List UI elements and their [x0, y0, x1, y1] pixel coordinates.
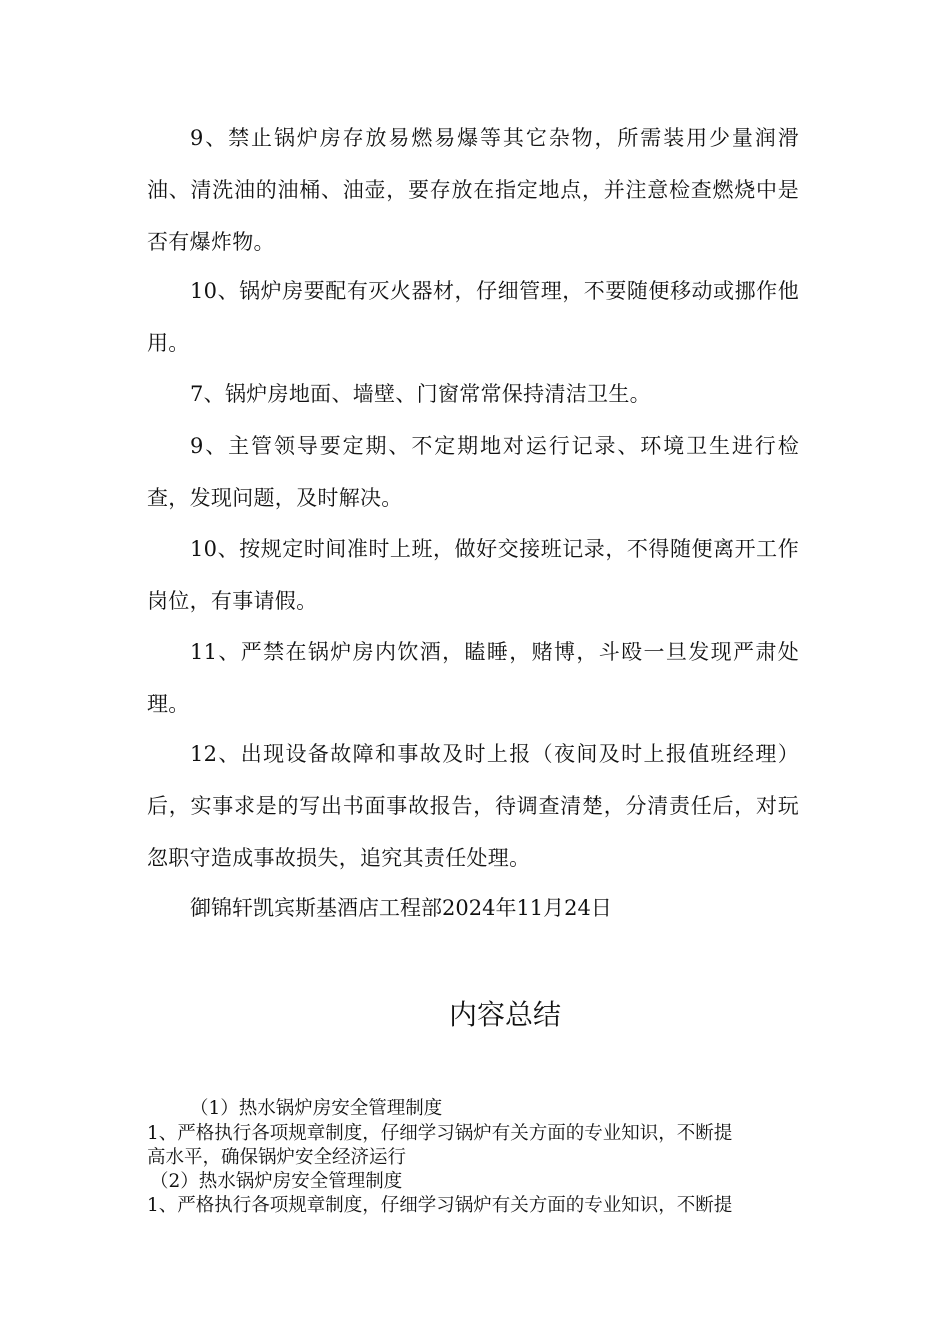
paragraph-11-prohibitions: 11、严禁在锅炉房内饮酒，瞌睡，赌博，斗殴一旦发现严肃处理。: [147, 640, 799, 716]
summary-line-4: （2）热水锅炉房安全管理制度: [150, 1171, 403, 1192]
paragraph-10-shifts: 10、按规定时间准时上班，做好交接班记录，不得随便离开工作岗位，有事请假。: [147, 537, 799, 613]
signature-line: 御锦轩凯宾斯基酒店工程部2024年11月24日: [190, 896, 612, 920]
paragraph-7-cleanliness: 7、锅炉房地面、墙壁、门窗常常保持清洁卫生。: [190, 382, 651, 406]
summary-line-2: 1、严格执行各项规章制度，仔细学习锅炉有关方面的专业知识，不断提: [147, 1123, 733, 1144]
paragraph-12-incident-report: 12、出现设备故障和事故及时上报（夜间及时上报值班经理）后，实事求是的写出书面事故报告，待调查清楚，分清责任后，对玩忽职守造成事故损失，追究其责任处理。: [147, 742, 799, 870]
paragraph-10-fire-equipment: 10、锅炉房要配有灭火器材，仔细管理，不要随便移动或挪作他用。: [147, 279, 799, 355]
summary-line-3: 高水平，确保锅炉安全经济运行: [147, 1147, 407, 1168]
summary-title: 内容总结: [448, 998, 561, 1031]
summary-line-1: （1）热水锅炉房安全管理制度: [190, 1098, 443, 1119]
paragraph-9-flammables: 9、禁止锅炉房存放易燃易爆等其它杂物，所需装用少量润滑油、清洗油的油桶、油壶，要存放在指定地点，并注意检查燃烧中是否有爆炸物。: [147, 126, 799, 254]
paragraph-9-inspection: 9、主管领导要定期、不定期地对运行记录、环境卫生进行检查，发现问题，及时解决。: [147, 434, 799, 510]
summary-line-5: 1、严格执行各项规章制度，仔细学习锅炉有关方面的专业知识，不断提: [147, 1195, 733, 1216]
